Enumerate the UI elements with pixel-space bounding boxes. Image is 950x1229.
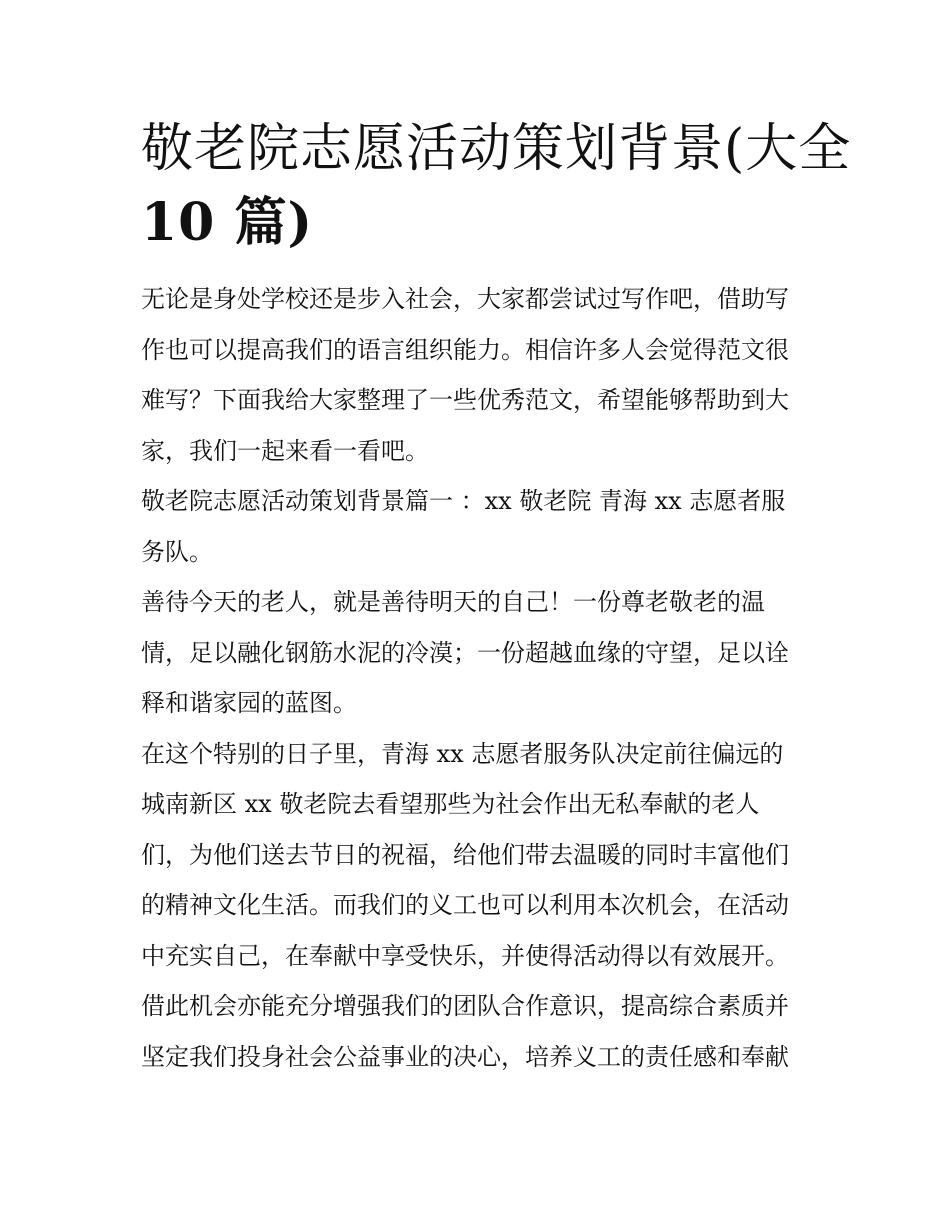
paragraph-line: 在这个特别的日子里，青海 xx 志愿者服务队决定前往偏远的 bbox=[141, 739, 784, 768]
paragraph-line: 城南新区 xx 敬老院去看望那些为社会作出无私奉献的老人 bbox=[141, 790, 760, 818]
paragraph-line: 务队。 bbox=[141, 537, 213, 566]
document-title bbox=[141, 112, 852, 260]
paragraph-line: 借此机会亦能充分增强我们的团队合作意识，提高综合素质并 bbox=[141, 992, 789, 1020]
paragraph-line: 无论是身处学校还是步入社会，大家都尝试过写作吧，借助写 bbox=[141, 285, 789, 313]
document-body bbox=[141, 274, 813, 1082]
paragraph-line: 们，为他们送去节日的祝福，给他们带去温暖的同时丰富他们 bbox=[141, 840, 789, 869]
paragraph-background bbox=[141, 729, 813, 1083]
paragraph-line: 的精神文化生活。而我们的义工也可以利用本次机会，在活动 bbox=[141, 891, 789, 919]
paragraph-line: 坚定我们投身社会公益事业的决心，培养义工的责任感和奉献 bbox=[141, 1042, 789, 1071]
paragraph-line: 情，足以融化钢筋水泥的冷漠；一份超越血缘的守望，足以诠 bbox=[141, 638, 789, 667]
paragraph-line: 家，我们一起来看一看吧。 bbox=[141, 436, 429, 465]
paragraph-intro bbox=[141, 274, 813, 476]
paragraph-line: 难写？下面我给大家整理了一些优秀范文，希望能够帮助到大 bbox=[141, 386, 789, 414]
paragraph-section-heading bbox=[141, 476, 813, 577]
document-content bbox=[141, 112, 852, 1082]
paragraph-line: 释和谐家园的蓝图。 bbox=[141, 689, 357, 717]
paragraph-theme bbox=[141, 577, 813, 729]
paragraph-line: 中充实自己，在奉献中享受快乐，并使得活动得以有效展开。 bbox=[141, 941, 789, 970]
paragraph-line: 敬老院志愿活动策划背景篇一 ：xx 敬老院 青海 xx 志愿者服 bbox=[141, 487, 786, 515]
title-line-1: 敬老院志愿活动策划背景(大全 bbox=[141, 119, 852, 179]
paragraph-line: 作也可以提高我们的语言组织能力。相信许多人会觉得范文很 bbox=[141, 335, 789, 364]
paragraph-line: 善待今天的老人，就是善待明天的自己！一份尊老敬老的温 bbox=[141, 588, 765, 616]
title-line-2: 10 篇) bbox=[141, 192, 314, 253]
